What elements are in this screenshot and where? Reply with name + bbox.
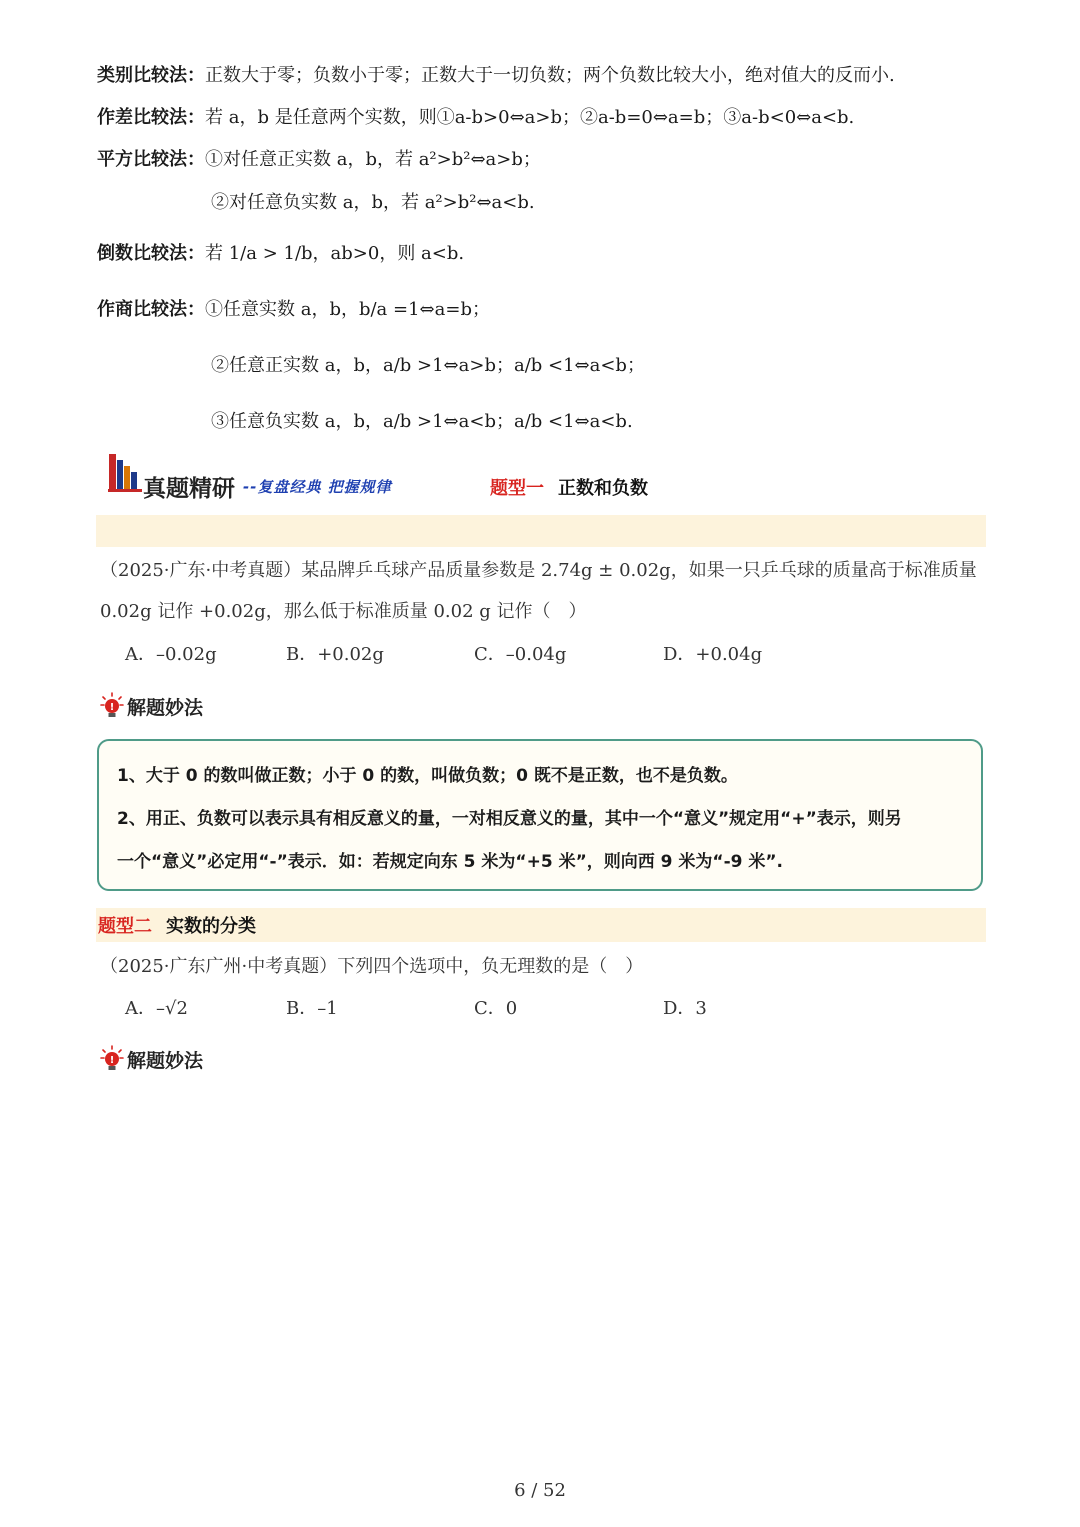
method-square-label: 平方比较法： xyxy=(97,149,205,170)
type1-label: 题型一 xyxy=(490,478,544,499)
tip1-line2: 2、用正、负数可以表示具有相反意义的量，一对相反意义的量，其中一个“意义”规定用“+”表示，则另 xyxy=(117,809,902,829)
svg-text:!: ! xyxy=(109,1055,115,1066)
method-quotient xyxy=(97,282,490,338)
method-square xyxy=(97,146,541,174)
method-reciprocal-text: 若 1/a > 1/b，ab>0，则 a<b. xyxy=(205,243,465,264)
q2-option-c[interactable]: C．0 xyxy=(474,998,518,1019)
tip2-heading-text: 解题妙法 xyxy=(127,1049,204,1072)
type1-title: 正数和负数 xyxy=(558,478,648,499)
q1-line2: 0.02g 记作 +0.02g，那么低于标准质量 0.02 g 记作（ ） xyxy=(100,601,587,622)
q1-option-a[interactable]: A．–0.02g xyxy=(125,644,217,665)
lightbulb-icon xyxy=(100,1045,124,1073)
q2-option-b[interactable]: B．–1 xyxy=(286,998,338,1019)
method-difference-label: 作差比较法： xyxy=(97,107,205,128)
type2-label: 题型二 xyxy=(98,916,152,937)
method-reciprocal xyxy=(97,226,464,282)
banner-title: 真题精研 xyxy=(143,476,235,502)
method-square-line2: ②对任意负实数 a，b，若 a²>b²⇔a<b. xyxy=(211,192,535,213)
type2-title: 实数的分类 xyxy=(166,916,256,937)
lightbulb-icon xyxy=(100,692,124,720)
q1-option-c[interactable]: C．–0.04g xyxy=(474,644,567,665)
method-quotient-label: 作商比较法： xyxy=(97,299,205,320)
q2-text: （2025·广东广州·中考真题）下列四个选项中，负无理数的是（ ） xyxy=(100,956,644,977)
type1-band xyxy=(96,515,986,547)
tip1-line1: 1、大于 0 的数叫做正数；小于 0 的数，叫做负数；0 既不是正数，也不是负数。 xyxy=(117,766,738,786)
method-quotient-line2: ②任意正实数 a，b，a/b >1⇔a>b；a/b <1⇔a<b； xyxy=(211,355,645,376)
page-number: 6 / 52 xyxy=(514,1480,566,1501)
q1-option-b[interactable]: B．+0.02g xyxy=(286,644,384,665)
tip1-line3: 一个“意义”必定用“-”表示．如：若规定向东 5 米为“+5 米”，则向西 9 米为“-9 米”. xyxy=(117,852,784,872)
books-logo-icon xyxy=(108,452,142,492)
q2-option-d[interactable]: D．3 xyxy=(663,998,707,1019)
method-quotient-line3: ③任意负实数 a，b，a/b >1⇔a<b；a/b <1⇔a<b. xyxy=(211,411,633,432)
q1-option-d[interactable]: D．+0.04g xyxy=(663,644,763,665)
tip1-box xyxy=(97,739,983,891)
q2-option-a[interactable]: A．–√2 xyxy=(125,998,188,1019)
method-quotient-line1: ①任意实数 a，b，b/a =1⇔a=b； xyxy=(205,299,490,320)
method-category-text: 正数大于零；负数小于零；正数大于一切负数；两个负数比较大小，绝对值大的反而小. xyxy=(205,65,895,86)
banner-subtitle: --复盘经典 把握规律 xyxy=(243,478,392,496)
svg-text:!: ! xyxy=(109,702,115,713)
method-square-line1: ①对任意正实数 a，b，若 a²>b²⇔a>b； xyxy=(205,149,541,170)
method-reciprocal-label: 倒数比较法： xyxy=(97,243,205,264)
type2-heading xyxy=(98,912,256,938)
tip2-heading xyxy=(100,1045,203,1073)
q1-line1: （2025·广东·中考真题）某品牌乒乓球产品质量参数是 2.74g ± 0.02g，如果一只乒乓球的质量高于标准质量 xyxy=(100,560,977,581)
type1-heading xyxy=(490,474,648,500)
method-category-label: 类别比较法： xyxy=(97,65,205,86)
method-category xyxy=(97,62,895,90)
method-difference xyxy=(97,104,854,132)
tip1-heading-text: 解题妙法 xyxy=(127,696,204,719)
tip1-heading xyxy=(100,692,203,720)
method-difference-text: 若 a，b 是任意两个实数，则①a-b>0⇔a>b；②a-b=0⇔a=b；③a-b<0⇔a<b. xyxy=(205,107,855,128)
